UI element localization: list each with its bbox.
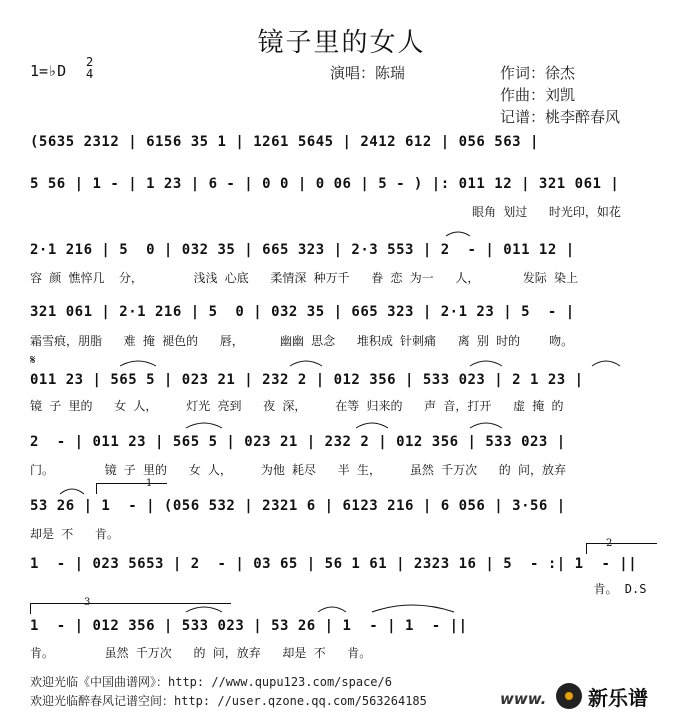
lyric-line-2: 眼角 划过 时光印，如花 (472, 205, 621, 219)
lyric-line-9: 肯。 虽然 千万次 的 问，放弃 却是 不 肯。 (30, 646, 372, 660)
lyric-line-7: 却是 不 肯。 (30, 527, 119, 541)
lyric-line-4: 霜雪痕，朋脂 难 掩 褪色的 唇， 幽幽 思念 堆积成 针刺痛 离 别 时的 吻。 (30, 334, 574, 348)
key-signature: 1=♭D (30, 62, 67, 80)
lyric-line-6: 门。 镜 子 里的 女 人， 为他 耗尽 半 生， 虽然 千万次 的 问，放弃 (30, 463, 566, 477)
notation-line-3: 2·1 216 | 5 0 | 032 35 | 665 323 | 2·3 553 | 2 - | 011 12 | (30, 242, 575, 258)
segno-sign: 𝄋 (30, 353, 36, 368)
lyric-line-5: 镜 子 里的 女 人， 灯光 亮到 夜 深， 在等 归来的 声 音，打开 虚 掩 的 (30, 399, 564, 413)
notation-line-4: 321 061 | 2·1 216 | 5 0 | 032 35 | 665 323 | 2·1 23 | 5 - | (30, 304, 575, 320)
lyric-line-8: 肯。 D.S (30, 582, 647, 596)
volta-3-label: 3 (84, 597, 91, 608)
transcriber-credit: 记谱：桃李醉春风 (500, 108, 621, 126)
notation-line-5: 011 23 | 565 5 | 023 21 | 232 2 | 012 356 | 533 023 | 2 1 23 | (30, 372, 584, 388)
lyricist-credit: 作词：徐杰 (500, 64, 576, 82)
singer-credit: 演唱：陈瑞 (330, 64, 406, 82)
notation-line-7: 53 26 | 1 - | (056 532 | 2321 6 | 6123 216 | 6 056 | 3·56 | (30, 498, 566, 514)
notation-line-1: (5635 2312 | 6156 35 1 | 1261 5645 | 2412 612 | 056 563 | (30, 134, 539, 150)
song-title: 镜子里的女人 (257, 28, 426, 58)
notation-line-2: 5 56 | 1 - | 1 23 | 6 - | 0 0 | 0 06 | 5 - ) |: 011 12 | 321 061 | (30, 176, 620, 192)
footer-line-2: 欢迎光临醉春风记谱空间：http: //user.qzone.qq.com/563264185 (30, 694, 427, 708)
footer-line-1: 欢迎光临《中国曲谱网》：http: //www.qupu123.com/space/6 (30, 675, 392, 689)
volta-1-label: 1 (146, 478, 153, 489)
volta-2-label: 2 (606, 538, 613, 549)
notation-line-8: 1 - | 023 5653 | 2 - | 03 65 | 56 1 61 | 2323 16 | 5 - :| 1 - || (30, 556, 638, 572)
composer-credit: 作曲：刘凯 (500, 86, 576, 104)
site-logo (556, 680, 674, 712)
record-disc-icon (556, 683, 582, 709)
lyric-line-3: 容 颜 憔悴几 分， 浅浅 心底 柔情深 种万千 眷 恋 为一 人， 发际 染上 (30, 271, 578, 285)
notation-line-9: 1 - | 012 356 | 533 023 | 53 26 | 1 - | 1 - || (30, 618, 468, 634)
meter-top: 2 (86, 55, 94, 69)
logo-text: 新乐谱 (588, 685, 648, 710)
notation-line-6: 2 - | 011 23 | 565 5 | 023 21 | 232 2 | 012 356 | 533 023 | (30, 434, 566, 450)
watermark-text: www. (500, 690, 547, 708)
meter-bottom: 4 (86, 67, 94, 81)
